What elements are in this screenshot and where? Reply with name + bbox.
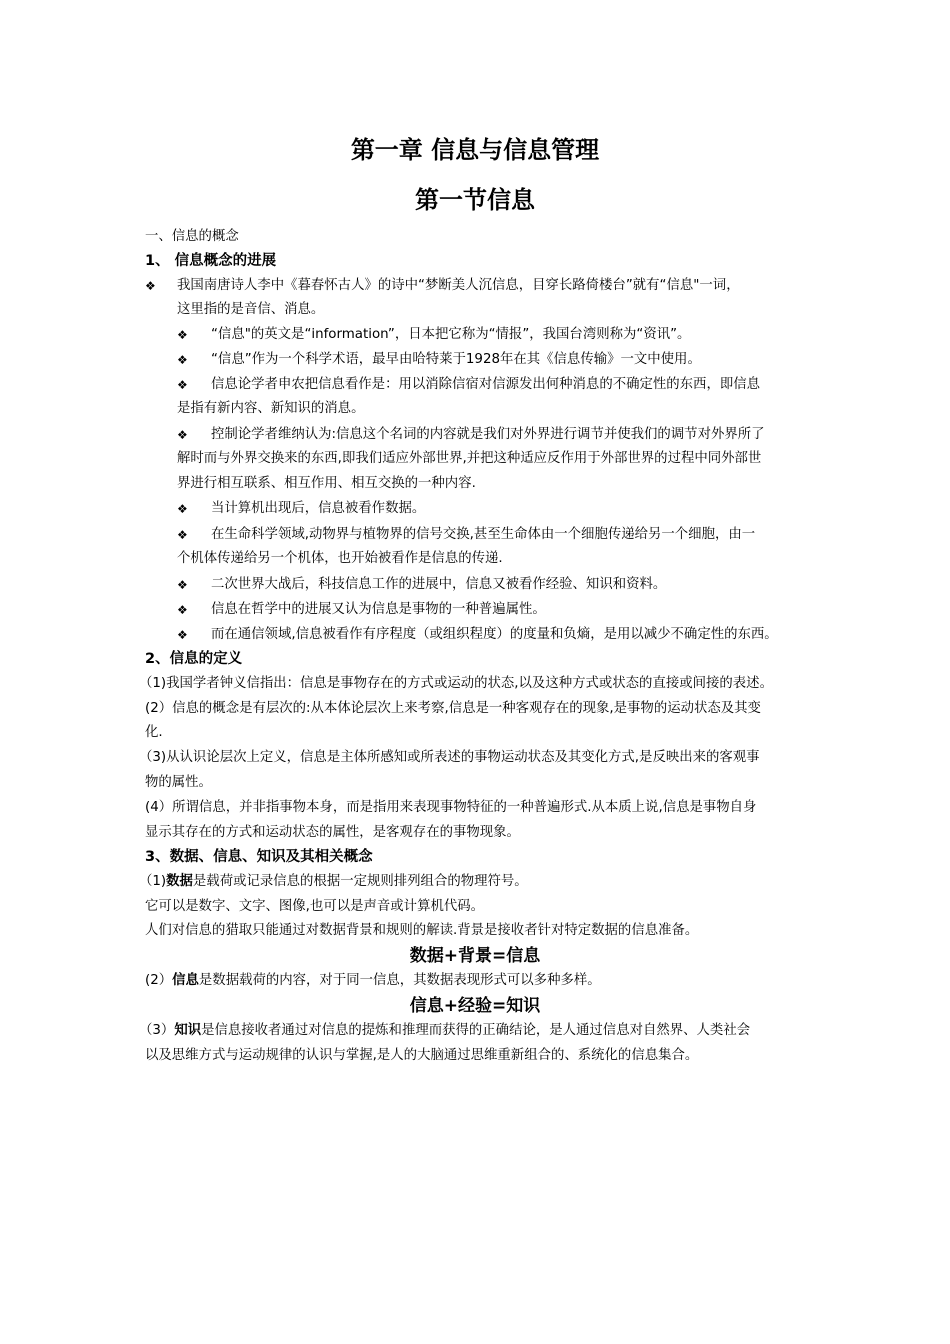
bullet-line: 信息论学者申农把信息看作是：用以消除信宿对信源发出何种消息的不确定性的东西，即信息	[211, 377, 761, 392]
data-line-3: 人们对信息的猎取只能通过对数据背景和规则的解读.背景是接收者针对特定数据的信息准备。	[145, 923, 699, 938]
definition-line: 化.	[145, 725, 163, 740]
bullet-icon: ❖	[177, 502, 188, 516]
bullet-line: 解时而与外界交换来的东西,即我们适应外部世界,并把这种适应反作用于外部世界的过程中同外部世	[177, 451, 762, 466]
bullet-icon: ❖	[177, 628, 188, 642]
bullet-line: 控制论学者维纳认为:信息这个名词的内容就是我们对外界进行调节并使我们的调节对外界所了	[211, 427, 765, 442]
definition-line: (4）所谓信息，并非指事物本身，而是指用来表现事物特征的一种普遍形式.从本质上说,信息是事物自身	[145, 800, 757, 815]
bullet-icon: ❖	[177, 578, 188, 592]
bullet-line: 信息在哲学中的进展又认为信息是事物的一种普遍属性。	[211, 602, 546, 617]
bullet-line: 二次世界大战后，科技信息工作的进展中，信息又被看作经验、知识和资料。	[211, 577, 667, 592]
heading-concept: 一、信息的概念	[145, 229, 239, 244]
bullet-icon: ❖	[145, 279, 156, 293]
bullet-icon: ❖	[177, 328, 188, 342]
bullet-line: 界进行相互联系、相互作用、相互交换的一种内容.	[177, 476, 476, 491]
sub3-title: 3、数据、信息、知识及其相关概念	[145, 849, 373, 865]
info-term: 信息	[172, 973, 199, 988]
definition-line: （3)从认识论层次上定义，信息是主体所感知或所表述的事物运动状态及其变化方式,是反映出来的客观事	[139, 750, 760, 765]
info-definition	[145, 971, 825, 991]
formula-data-context-info: 数据+背景=信息	[409, 946, 541, 966]
section-title: 第一节信息	[415, 186, 535, 214]
data-line-2: 它可以是数字、文字、图像,也可以是声音或计算机代码。	[145, 899, 485, 914]
bullet-icon: ❖	[177, 353, 188, 367]
knowledge-rest: 是信息接收者通过对信息的提炼和推理而获得的正确结论，是人通过信息对自然界、人类社会	[201, 1023, 751, 1038]
bullet-icon: ❖	[177, 603, 188, 617]
bullet-line: 我国南唐诗人李中《暮春怀古人》的诗中“梦断美人沉信息，目穿长路倚楼台”就有“信息"一词，	[177, 278, 740, 293]
bullet-line: “信息"的英文是“information”，日本把它称为“情报”，我国台湾则称为“资讯”。	[211, 327, 691, 342]
bullet-line: “信息”作为一个科学术语，最早由哈特莱于1928年在其《信息传输》一文中使用。	[211, 352, 701, 367]
sub1-title: 1、 信息概念的进展	[145, 253, 277, 269]
definition-line: （1)我国学者钟义信指出：信息是事物存在的方式或运动的状态,以及这种方式或状态的直接或间接的表述。	[139, 676, 773, 691]
data-term: 数据	[166, 874, 193, 889]
definition-line: 显示其存在的方式和运动状态的属性，是客观存在的事物现象。	[145, 825, 520, 840]
sub2-title: 2、信息的定义	[145, 651, 243, 667]
data-definition	[139, 872, 819, 892]
bullet-line: 这里指的是音信、消息。	[177, 302, 325, 317]
bullet-line: 个机体传递给另一个机体，也开始被看作是信息的传递.	[177, 551, 503, 566]
definition-line: (2）信息的概念是有层次的:从本体论层次上来考察,信息是一种客观存在的现象,是事物的运动状态及其变	[145, 701, 761, 716]
info-rest: 是数据载荷的内容，对于同一信息，其数据表现形式可以多种多样。	[198, 973, 601, 988]
knowledge-prefix: （3）	[139, 1023, 175, 1038]
data-prefix: （1)	[139, 874, 167, 889]
bullet-icon: ❖	[177, 428, 188, 442]
bullet-icon: ❖	[177, 378, 188, 392]
bullet-line: 而在通信领域,信息被看作有序程度（或组织程度）的度量和负熵，是用以减少不确定性的东西。	[211, 627, 778, 642]
bullet-icon: ❖	[177, 528, 188, 542]
bullet-line: 在生命科学领域,动物界与植物界的信号交换,甚至生命体由一个细胞传递给另一个细胞，由一	[211, 527, 756, 542]
definition-line: 物的属性。	[145, 775, 212, 790]
knowledge-definition	[139, 1021, 819, 1041]
formula-info-experience-knowledge: 信息+经验=知识	[409, 996, 541, 1016]
data-rest: 是载荷或记录信息的根据一定规则排列组合的物理符号。	[192, 874, 528, 889]
knowledge-term: 知识	[174, 1023, 202, 1038]
bullet-line: 是指有新内容、新知识的消息。	[177, 401, 365, 416]
info-prefix: (2）	[145, 973, 173, 988]
knowledge-line-2: 以及思维方式与运动规律的认识与掌握,是人的大脑通过思维重新组合的、系统化的信息集合。	[145, 1048, 699, 1063]
bullet-line: 当计算机出现后，信息被看作数据。	[211, 501, 426, 516]
chapter-title: 第一章 信息与信息管理	[350, 136, 600, 164]
